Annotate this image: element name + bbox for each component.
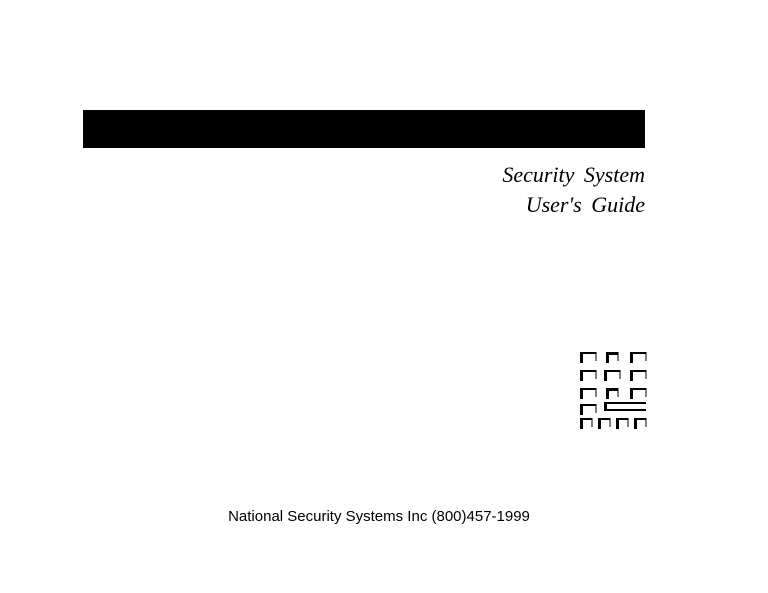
- keypad-icon: [578, 346, 648, 430]
- title-line-users-guide: User's Guide: [525, 192, 645, 217]
- title-line-security-system: Security System: [502, 162, 645, 187]
- company-contact-text: National Security Systems Inc (800)457-1999: [228, 508, 530, 525]
- document-title: [502, 160, 645, 220]
- title-banner-bar: [83, 110, 645, 148]
- footer-contact: [0, 508, 768, 525]
